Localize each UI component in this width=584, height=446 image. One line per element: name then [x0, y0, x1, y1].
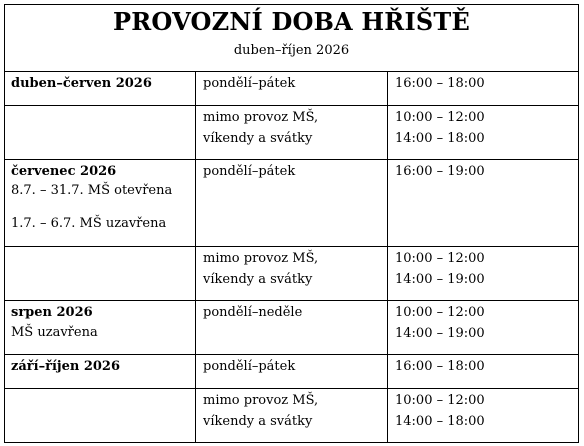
page-title: PROVOZNÍ DOBA HŘIŠTĚ — [113, 7, 470, 36]
time-range: 14:00 – 18:00 — [395, 414, 485, 429]
time-range: 14:00 – 19:00 — [395, 272, 485, 287]
period-label: srpen 2026 — [11, 305, 93, 320]
period-note: 1.7. – 6.7. MŠ uzavřena — [11, 216, 167, 231]
time-range: 14:00 – 18:00 — [395, 131, 485, 146]
row-divider — [5, 105, 578, 106]
days-label-line2: víkendy a svátky — [203, 414, 313, 429]
row-divider — [5, 246, 578, 247]
days-label: mimo provoz MŠ, — [203, 393, 319, 408]
row-divider — [5, 300, 578, 301]
days-label: pondělí–pátek — [203, 164, 296, 179]
time-range: 16:00 – 19:00 — [395, 164, 485, 179]
time-range: 14:00 – 19:00 — [395, 326, 485, 341]
row-divider — [5, 354, 578, 355]
time-range: 10:00 – 12:00 — [395, 305, 485, 320]
column-divider — [387, 71, 388, 443]
period-label: červenec 2026 — [11, 164, 117, 179]
page-subtitle: duben–říjen 2026 — [233, 43, 350, 58]
schedule-sheet — [4, 4, 579, 443]
days-label-line2: víkendy a svátky — [203, 272, 313, 287]
time-range: 10:00 – 12:00 — [395, 251, 485, 266]
period-note: 8.7. – 31.7. MŠ otevřena — [11, 183, 173, 198]
row-divider — [5, 159, 578, 160]
header-divider — [5, 71, 578, 72]
column-divider — [195, 71, 196, 443]
days-label: mimo provoz MŠ, — [203, 110, 319, 125]
days-label: pondělí–pátek — [203, 359, 296, 374]
time-range: 16:00 – 18:00 — [395, 359, 485, 374]
period-label: duben–červen 2026 — [11, 76, 152, 91]
days-label: pondělí–neděle — [203, 305, 303, 320]
time-range: 10:00 – 12:00 — [395, 393, 485, 408]
time-range: 10:00 – 12:00 — [395, 110, 485, 125]
days-label-line2: víkendy a svátky — [203, 131, 313, 146]
days-label: pondělí–pátek — [203, 76, 296, 91]
period-note: MŠ uzavřena — [11, 325, 98, 340]
row-divider — [5, 388, 578, 389]
days-label: mimo provoz MŠ, — [203, 251, 319, 266]
period-label: září–říjen 2026 — [11, 359, 121, 374]
time-range: 16:00 – 18:00 — [395, 76, 485, 91]
